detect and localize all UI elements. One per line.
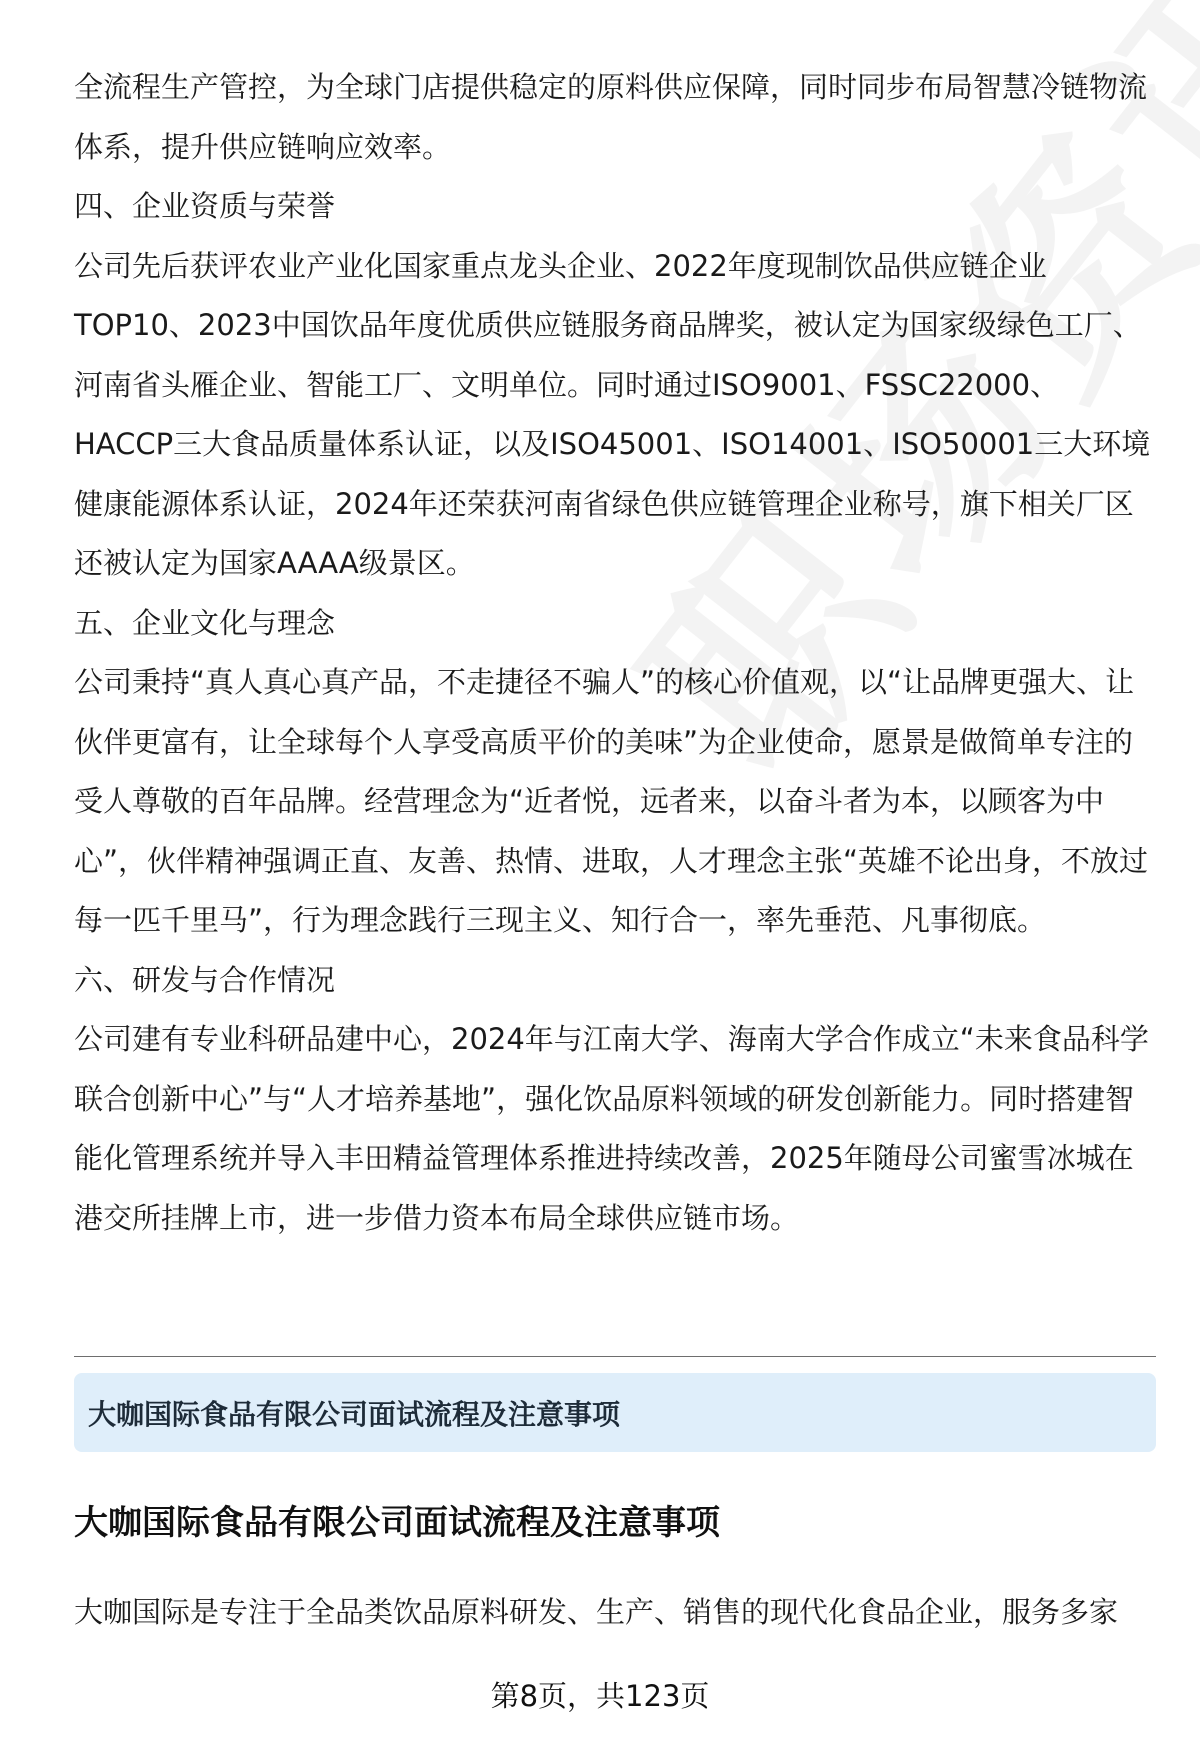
paragraph: 公司建有专业科研品建中心，2024年与江南大学、海南大学合作成立“未来食品科学联合创新中心”与“人才培养基地”，强化饮品原料领域的研发创新能力。同时搭建智能化管理系统并导入丰田精益管理体系推进持续改善，2025年随母公司蜜雪冰城在港交所挂牌上市，进一步借力资本布局全球供应链市场。 — [74, 1022, 1149, 1235]
page-title: 大咖国际食品有限公司面试流程及注意事项 — [74, 1503, 720, 1543]
paragraph: 公司先后获评农业产业化国家重点龙头企业、2022年度现制饮品供应链企业TOP10、2023中国饮品年度优质供应链服务商品牌奖，被认定为国家级绿色工厂、河南省头雁企业、智能工厂、文明单位。同时通过ISO9001、FSSC22000、HACCP三大食品质量体系认证，以及ISO45001、ISO14001、ISO50001三大环境健康能源体系认证，2024年还荣获河南省绿色供应链管理企业称号，旗下相关厂区还被认定为国家AAAA级景区。 — [74, 248, 1151, 580]
section-heading-research: 六、研发与合作情况 — [74, 962, 336, 997]
section-heading-culture: 五、企业文化与理念 — [74, 605, 336, 640]
page-number: 第8页，共123页 — [490, 1679, 710, 1713]
intro-paragraph: 大咖国际是专注于全品类饮品原料研发、生产、销售的现代化食品企业，服务多家 — [74, 1595, 1119, 1629]
document-body — [74, 58, 1156, 1248]
paragraph: 全流程生产管控，为全球门店提供稳定的原料供应保障，同时同步布局智慧冷链物流体系，提升供应链响应效率。 — [74, 70, 1148, 164]
section-banner — [74, 1373, 1156, 1452]
section-heading-qualifications: 四、企业资质与荣誉 — [74, 189, 336, 223]
paragraph: 公司秉持“真人真心真产品，不走捷径不骗人”的核心价值观，以“让品牌更强大、让伙伴更富有，让全球每个人享受高质平价的美味”为企业使命，愿景是做简单专注的受人尊敬的百年品牌。经营理念为“近者悦，远者来，以奋斗者为本，以顾客为中心”，伙伴精神强调正直、友善、热情、进取，人才理念主张“英雄不论出身，不放过每一匹千里马”，行为理念践行三现主义、知行合一，率先垂范、凡事彻底。 — [74, 665, 1149, 937]
banner-title: 大咖国际食品有限公司面试流程及注意事项 — [88, 1397, 621, 1431]
section-divider — [74, 1356, 1156, 1357]
